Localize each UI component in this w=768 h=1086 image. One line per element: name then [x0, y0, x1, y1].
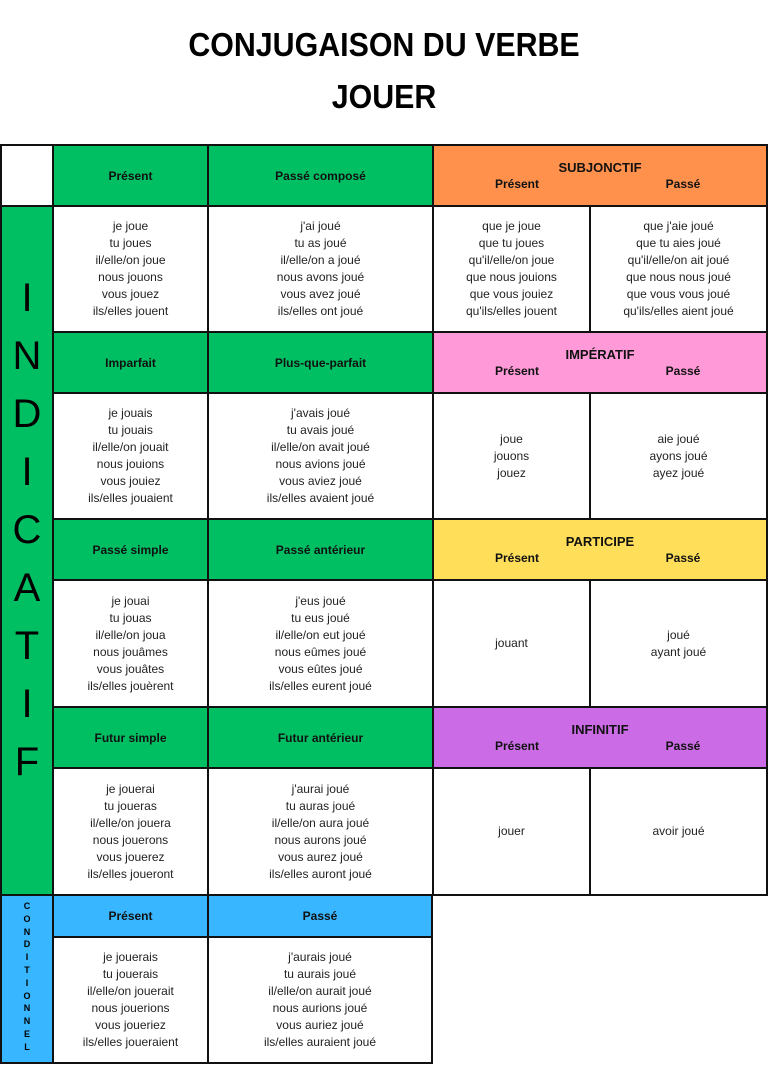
mood-header-participe: [432, 518, 768, 581]
mood-name: INFINITIF: [571, 721, 629, 737]
tense-header-conditionnel-passe: Passé: [207, 894, 433, 938]
mood-header-infinitif: [432, 706, 768, 769]
infinitif-present: [432, 767, 591, 896]
sub-present: Présent: [494, 363, 540, 378]
form: vous aviez joué: [279, 474, 362, 488]
tense-header-plus-que-parfait: Plus-que-parfait: [207, 331, 434, 394]
conjugation-passe-compose: [207, 205, 434, 333]
form: tu joues: [109, 236, 152, 250]
form: nous jouâmes: [93, 644, 168, 659]
form: ils/elles auront joué: [269, 866, 372, 881]
tense-header-passe-anterieur: Passé antérieur: [207, 518, 434, 581]
conditionnel-letter: N: [23, 1016, 31, 1027]
corner-cell: [0, 144, 54, 207]
form: nous aurions joué: [272, 1001, 368, 1015]
form: ils/elles eurent joué: [269, 678, 372, 693]
form: nous eûmes joué: [274, 644, 367, 659]
form: que nous jouions: [466, 270, 557, 284]
form: ayons joué: [649, 448, 708, 463]
conditionnel-letter: N: [23, 926, 31, 937]
form: il/elle/on eut joué: [275, 627, 366, 642]
form: que vous jouiez: [469, 287, 554, 301]
conjugation-present: [52, 205, 209, 333]
form: je jouai: [111, 593, 150, 608]
participe-present: [432, 579, 591, 708]
conditionnel-letter: N: [23, 1003, 31, 1014]
form: que vous vous joué: [626, 287, 731, 301]
form: ils/elles avaient joué: [266, 491, 375, 505]
infinitif-passe: [589, 767, 768, 896]
form: je jouerais: [103, 950, 158, 964]
form: vous joueriez: [95, 1018, 166, 1032]
indicatif-letter: F: [14, 740, 40, 784]
mood-name: SUBJONCTIF: [558, 159, 642, 175]
form: vous auriez joué: [276, 1018, 364, 1032]
form: vous aurez joué: [278, 849, 363, 864]
indicatif-letter: A: [13, 566, 41, 610]
conditionnel-letter: O: [23, 913, 31, 924]
form: vous eûtes joué: [278, 661, 363, 676]
conjugation-plus-que-parfait: [207, 392, 434, 520]
page-title: CONJUGAISON DU VERBE: [188, 26, 580, 63]
tense-header-present: Présent: [52, 144, 209, 207]
conjugation-imparfait: [52, 392, 209, 520]
sub-present: Présent: [494, 550, 540, 565]
form: il/elle/on jouerait: [87, 984, 174, 998]
imperatif-passe: [589, 392, 768, 520]
form: ils/elles joueront: [87, 866, 174, 881]
form: qu'ils/elles jouent: [465, 304, 557, 318]
sub-passe: Passé: [665, 363, 701, 378]
form: joue: [500, 431, 523, 446]
sub-present: Présent: [494, 738, 540, 753]
form: nous jouons: [98, 270, 163, 284]
form: nous jouions: [96, 457, 165, 471]
form: avoir joué: [652, 824, 705, 838]
form: ils/elles jouent: [92, 304, 169, 318]
conditionnel-letter: C: [23, 901, 31, 911]
form: tu aurais joué: [283, 967, 357, 981]
subjonctif-present: [432, 205, 591, 333]
verb-title: JOUER: [331, 78, 437, 115]
indicatif-letter: C: [12, 508, 42, 552]
sub-passe: Passé: [665, 550, 701, 565]
form: nous avions joué: [275, 457, 366, 471]
conditionnel-letter: E: [23, 1028, 30, 1039]
form: que tu joues: [478, 236, 545, 250]
form: ils/elles jouèrent: [87, 678, 174, 693]
conditionnel-letter: I: [25, 952, 29, 963]
indicatif-letter: I: [21, 682, 33, 726]
indicatif-letter: D: [12, 392, 42, 436]
form: il/elle/on a joué: [280, 253, 361, 267]
conditionnel-letter: T: [24, 964, 30, 975]
tense-header-conditionnel-present: Présent: [52, 894, 209, 938]
form: jouer: [498, 824, 525, 838]
indicatif-letter: I: [21, 276, 33, 320]
form: vous jouâtes: [96, 661, 165, 676]
form: tu joueras: [104, 798, 157, 813]
form: que je joue: [482, 219, 541, 233]
form: j'eus joué: [295, 593, 346, 608]
conditionnel-letter: I: [25, 977, 29, 988]
form: il/elle/on jouait: [92, 440, 169, 454]
form: jouons: [493, 448, 530, 463]
indicatif-label: [0, 205, 54, 896]
sub-passe: Passé: [665, 176, 701, 191]
form: jouez: [497, 465, 526, 480]
form: ils/elles joueraient: [82, 1035, 179, 1049]
form: il/elle/on jouera: [90, 815, 171, 830]
imperatif-present: [432, 392, 591, 520]
tense-header-passe-compose: Passé composé: [207, 144, 434, 207]
form: je jouerai: [106, 781, 155, 796]
mood-header-subjonctif: [432, 144, 768, 207]
tense-header-futur-anterieur: Futur antérieur: [207, 706, 434, 769]
conjugation-passe-simple: [52, 579, 209, 708]
form: vous avez joué: [280, 287, 361, 301]
form: il/elle/on aurait joué: [268, 984, 372, 998]
form: nous jouerions: [91, 1001, 170, 1015]
subjonctif-passe: [589, 205, 768, 333]
form: il/elle/on joua: [95, 627, 166, 642]
mood-name: IMPÉRATIF: [565, 346, 635, 362]
form: tu jouais: [108, 423, 153, 437]
tense-header-imparfait: Imparfait: [52, 331, 209, 394]
form: qu'ils/elles aient joué: [623, 304, 734, 318]
mood-header-imperatif: [432, 331, 768, 394]
form: que tu aies joué: [636, 236, 721, 250]
conditionnel-letter: L: [24, 1041, 30, 1052]
form: ils/elles ont joué: [277, 304, 364, 318]
form: nous avons joué: [276, 270, 365, 284]
form: jouant: [495, 636, 528, 650]
form: je jouais: [108, 406, 153, 420]
form: tu as joué: [294, 236, 347, 250]
indicatif-letter: N: [12, 334, 42, 378]
form: il/elle/on joue: [95, 253, 166, 267]
form: ayant joué: [650, 644, 707, 659]
form: que j'aie joué: [643, 219, 714, 233]
conditionnel-label: [0, 894, 54, 1064]
sub-present: Présent: [494, 176, 540, 191]
conditionnel-present: [52, 936, 209, 1064]
form: tu eus joué: [291, 610, 350, 625]
form: joué: [667, 627, 690, 642]
form: aie joué: [657, 431, 700, 446]
form: vous jouez: [101, 287, 160, 301]
form: j'aurais joué: [288, 950, 352, 964]
conjugation-futur-simple: [52, 767, 209, 896]
conjugation-passe-anterieur: [207, 579, 434, 708]
participe-passe: [589, 579, 768, 708]
indicatif-letter: T: [14, 624, 40, 668]
conditionnel-letter: D: [23, 939, 31, 950]
form: nous aurons joué: [274, 832, 367, 847]
form: qu'il/elle/on ait joué: [627, 253, 730, 267]
form: vous jouerez: [96, 849, 165, 864]
conditionnel-passe: [207, 936, 433, 1064]
form: qu'il/elle/on joue: [468, 253, 555, 267]
form: ils/elles jouaient: [88, 491, 173, 505]
form: ayez joué: [652, 465, 705, 480]
form: je joue: [112, 219, 149, 233]
form: j'aurai joué: [291, 781, 350, 796]
form: tu auras joué: [285, 798, 356, 813]
form: j'avais joué: [291, 406, 350, 420]
indicatif-letter: I: [21, 450, 33, 494]
form: tu jouas: [109, 610, 152, 625]
tense-header-futur-simple: Futur simple: [52, 706, 209, 769]
form: vous jouiez: [100, 474, 161, 488]
sub-passe: Passé: [665, 738, 701, 753]
form: j'ai joué: [300, 219, 341, 233]
form: ils/elles auraient joué: [263, 1035, 377, 1049]
conditionnel-letter: O: [23, 990, 31, 1001]
form: tu jouerais: [102, 967, 159, 981]
form: il/elle/on avait joué: [271, 440, 370, 454]
form: il/elle/on aura joué: [271, 815, 370, 830]
form: tu avais joué: [286, 423, 355, 437]
form: que nous nous joué: [626, 270, 731, 284]
conjugation-futur-anterieur: [207, 767, 434, 896]
mood-name: PARTICIPE: [565, 533, 635, 549]
form: nous jouerons: [92, 832, 169, 847]
tense-header-passe-simple: Passé simple: [52, 518, 209, 581]
